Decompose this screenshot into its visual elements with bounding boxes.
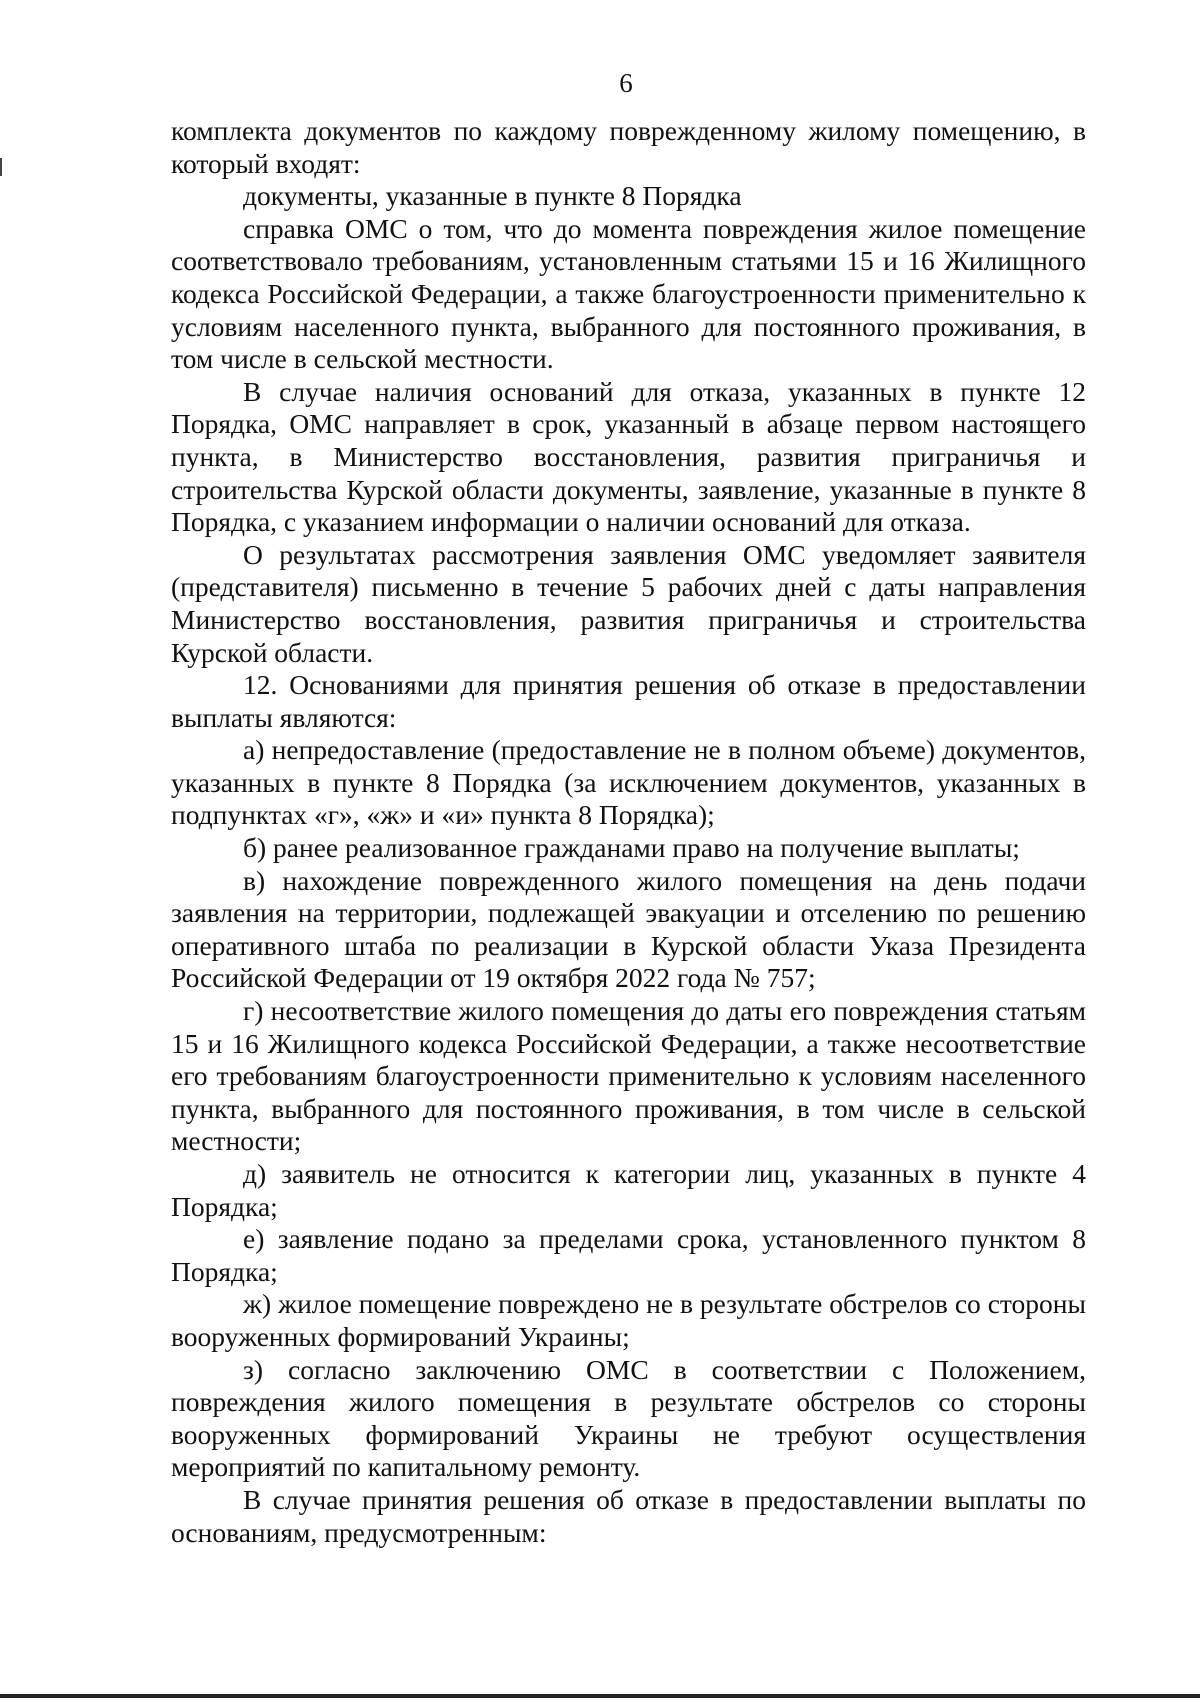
page-number: 6	[619, 68, 633, 98]
list-item: ж) жилое помещение повреждено не в результате обстрелов со стороны вооруженных формирований Украины;	[171, 1288, 1086, 1352]
list-item: г) несоответствие жилого помещения до даты его повреждения статьям 15 и 16 Жилищного кодекса Российской Федерации, а также несоответствие его требованиям благоустроенности применительно к условиям населенного пункта, выбранного для постоянного проживания, в том числе в сельской местности;	[171, 995, 1086, 1157]
scan-bottom-edge	[0, 1694, 1200, 1698]
paragraph: комплекта документов по каждому поврежденному жилому помещению, в который входят:	[171, 115, 1086, 179]
paragraph: В случае принятия решения об отказе в предоставлении выплаты по основаниям, предусмотренным:	[171, 1483, 1086, 1548]
list-item: з) согласно заключению ОМС в соответствии с Положением, повреждения жилого помещения в результате обстрелов со стороны вооруженных формирований Украины не требуют осуществления мероприятий по капитальному ремонту.	[171, 1353, 1086, 1483]
list-item: д) заявитель не относится к категории лиц, указанных в пункте 4 Порядка;	[171, 1158, 1086, 1222]
document-body	[171, 115, 1086, 1549]
paragraph: документы, указанные в пункте 8 Порядка	[243, 180, 742, 212]
list-item: в) нахождение поврежденного жилого помещения на день подачи заявления на территории, подлежащей эвакуации и отселению по решению оперативного штаба по реализации в Курской области Указа Президента Российской Федерации от 19 октября 2022 года № 757;	[171, 864, 1086, 994]
list-item: а) непредоставление (предоставление не в полном объеме) документов, указанных в пункте 8 Порядка (за исключением документов, указанных в подпунктах «г», «ж» и «и» пункта 8 Порядка);	[171, 734, 1086, 831]
list-item: е) заявление подано за пределами срока, установленного пунктом 8 Порядка;	[171, 1223, 1086, 1287]
scan-artifact-mark	[0, 158, 2, 176]
paragraph: справка ОМС о том, что до момента повреждения жилое помещение соответствовало требованиям, установленным статьями 15 и 16 Жилищного кодекса Российской Федерации, а также благоустроенности применительно к условиям населенного пункта, выбранного для постоянного проживания, в том числе в сельской местности.	[171, 212, 1086, 375]
paragraph: В случае наличия оснований для отказа, указанных в пункте 12 Порядка, ОМС направляет в срок, указанный в абзаце первом настоящего пункта, в Министерство восстановления, развития приграничья и строительства Курской области документы, заявление, указанные в пункте 8 Порядка, с указанием информации о наличии оснований для отказа.	[171, 375, 1086, 538]
paragraph: 12. Основаниями для принятия решения об отказе в предоставлении выплаты являются:	[171, 669, 1086, 733]
list-item: б) ранее реализованное гражданами право на получение выплаты;	[243, 832, 1020, 864]
paragraph: О результатах рассмотрения заявления ОМС уведомляет заявителя (представителя) письменно в течение 5 рабочих дней с даты направления Министерство восстановления, развития приграничья и строительства Курской области.	[171, 538, 1086, 668]
